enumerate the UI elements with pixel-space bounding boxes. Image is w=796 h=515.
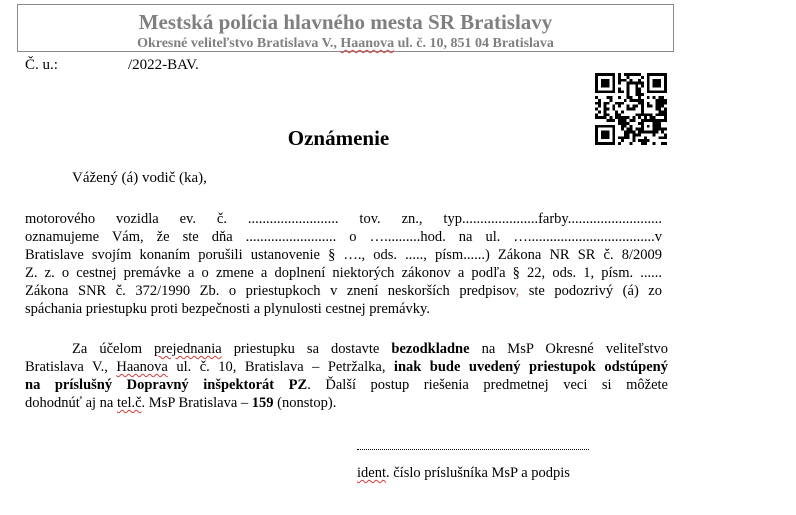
text-line: Zákona SNR č. 372/1990 Zb. o priestupkoch v znení neskorších predpisov, ste podozrivý (á) zo (25, 283, 662, 299)
signature-caption: ident. číslo príslušníka MsP a podpis (357, 465, 570, 481)
text-line: oznamujeme Vám, že ste dňa ......................... o …..........hod. na ul. …...................................v (25, 229, 662, 245)
text-line: dohodnúť aj na tel.č. MsP Bratislava – 159 (nonstop). (25, 395, 337, 411)
reference-label: Č. u.: (25, 57, 58, 73)
organization-address: Okresné veliteľstvo Bratislava V., Haanova ul. č. 10, 851 04 Bratislava (137, 36, 554, 51)
letterhead (17, 4, 674, 52)
text-line: na príslušný Dopravný inšpektorát PZ. Ďalší postup riešenia predmetnej veci si môžete (25, 377, 668, 393)
text-line: Z. z. o cestnej premávke a o zmene a doplnení niektorých zákonov a podľa § 22, ods. 1, písm. ...... (25, 265, 662, 281)
salutation: Vážený (á) vodič (ka), (72, 170, 207, 186)
reference-number: /2022-BAV. (128, 57, 199, 73)
organization-name: Mestská polícia hlavného mesta SR Bratislavy (138, 10, 553, 34)
signature-line (357, 449, 589, 450)
text-line: Za účelom prejednania priestupku sa dostavte bezodkladne na MsP Okresné veliteľstvo (72, 341, 668, 357)
document-title: Oznámenie (287, 126, 390, 150)
text-line: Bratislave svojím konaním porušili ustanovenie § …., ods. ....., písm......) Zákona NR SR č. 8/2009 (25, 247, 662, 263)
text-line: spáchania priestupku proti bezpečnosti a plynulosti cestnej premávky. (25, 301, 430, 317)
text-line: Bratislava V., Haanova ul. č. 10, Bratislava – Petržalka, inak bude uvedený priestupok odstúpený (25, 359, 668, 375)
text-line: motorového vozidla ev. č. ......................... tov. zn., typ.....................farby.......................... (25, 211, 662, 227)
